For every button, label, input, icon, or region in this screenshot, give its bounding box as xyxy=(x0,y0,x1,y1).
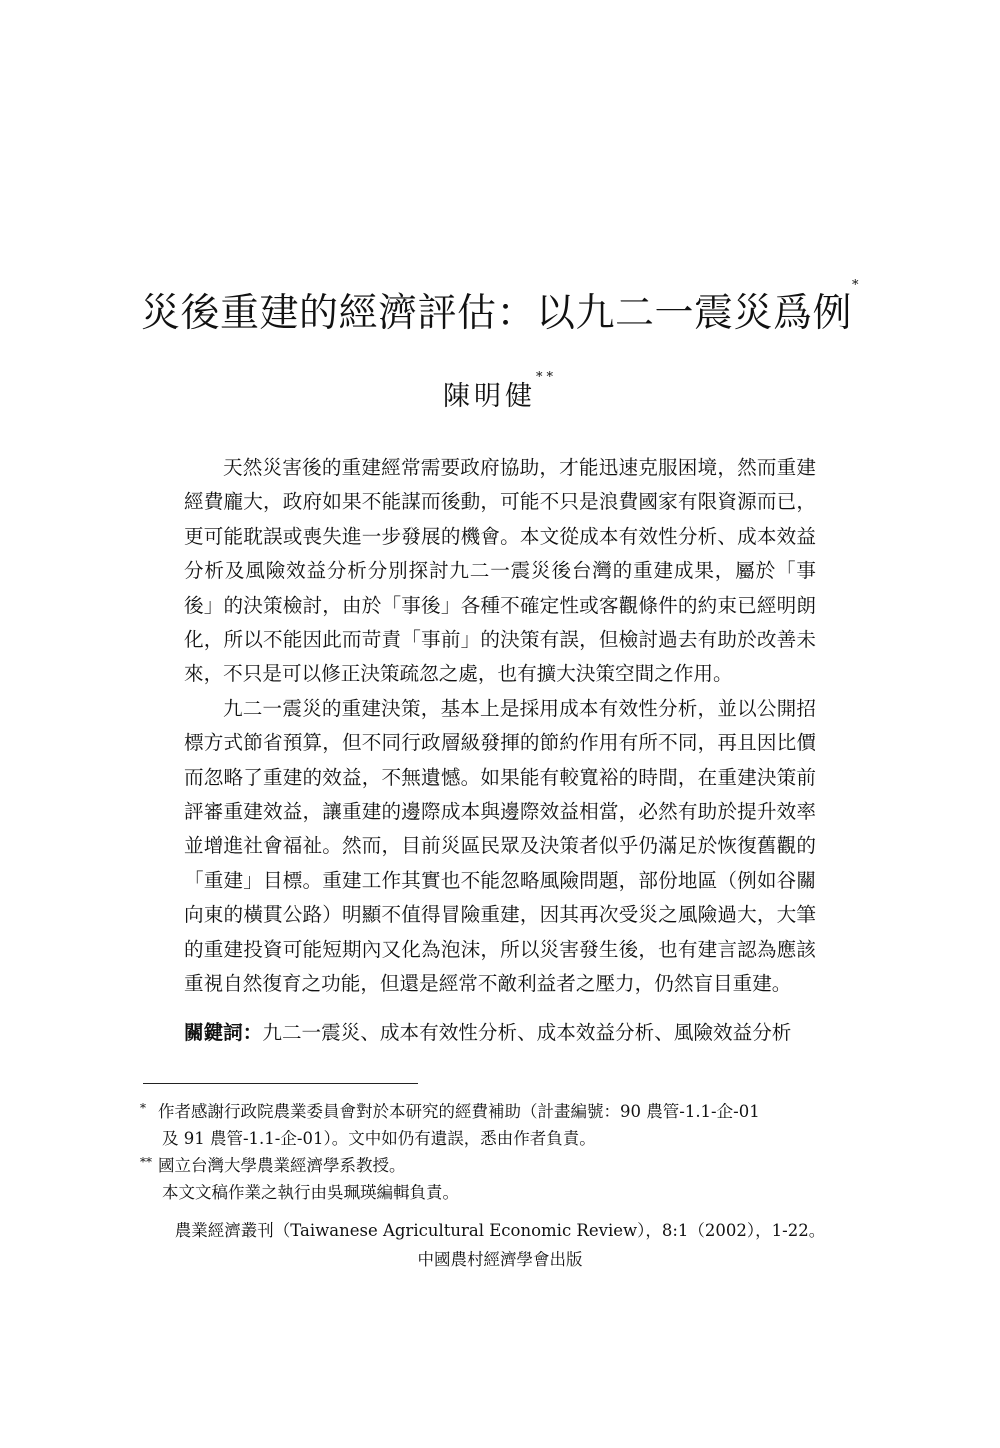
abstract-line: 分析及風險效益分析分別探討九二一震災後台灣的重建成果，屬於「事 xyxy=(184,559,816,583)
abstract-paragraph-2 xyxy=(184,692,816,1002)
keywords xyxy=(184,1016,816,1045)
footnote-line xyxy=(140,1179,860,1206)
footnote-line xyxy=(140,1125,860,1152)
title-footnote-mark: * xyxy=(852,278,859,293)
footnote-mark: * xyxy=(140,1101,146,1115)
abstract-paragraph-1 xyxy=(184,451,816,692)
abstract-line: 的重建投資可能短期內又化為泡沫，所以災害發生後，也有建言認為應該 xyxy=(184,937,816,961)
abstract-line: 而忽略了重建的效益，不無遺憾。如果能有較寬裕的時間，在重建決策前 xyxy=(184,765,816,789)
publisher-line: 中國農村經濟學會出版 xyxy=(417,1250,583,1269)
abstract-line: 更可能耽誤或喪失進一步發展的機會。本文從成本有效性分析、成本效益 xyxy=(184,524,816,548)
abstract-line: 後」的決策檢討，由於「事後」各種不確定性或客觀條件的約束已經明朗 xyxy=(184,593,816,617)
abstract-line: 來，不只是可以修正決策疏忽之處，也有擴大決策空間之作用。 xyxy=(184,662,733,686)
footnotes xyxy=(140,1098,860,1206)
abstract-line: 標方式節省預算，但不同行政層級發揮的節約作用有所不同，再且因比價 xyxy=(184,731,816,755)
keywords-label: 關鍵詞： xyxy=(184,1021,263,1044)
keywords-text: 九二一震災、成本有效性分析、成本效益分析、風險效益分析 xyxy=(262,1021,792,1044)
footnote-text: 及 91 農管-1.1-企-01）。文中如仍有遺誤，悉由作者負責。 xyxy=(162,1129,596,1148)
footnote-text: 本文文稿作業之執行由吳珮瑛編輯負責。 xyxy=(162,1183,459,1202)
abstract-line: 並增進社會福祉。然而，目前災區民眾及決策者似乎仍滿足於恢復舊觀的 xyxy=(184,834,816,858)
journal-citation xyxy=(100,1216,900,1274)
paper-title xyxy=(100,278,900,338)
abstract xyxy=(184,451,816,1002)
author-line xyxy=(100,370,900,413)
footnote-text: 國立台灣大學農業經濟學系教授。 xyxy=(158,1156,406,1175)
abstract-line: 化，所以不能因此而苛責「事前」的決策有誤，但檢討過去有助於改善未 xyxy=(184,628,816,652)
abstract-line: 經費龐大，政府如果不能謀而後動，可能不只是浪費國家有限資源而已， xyxy=(184,490,816,514)
footnote-divider xyxy=(143,1083,418,1084)
abstract-line: 天然災害後的重建經常需要政府協助，才能迅速克服困境，然而重建 xyxy=(223,456,816,479)
abstract-line: 九二一震災的重建決策，基本上是採用成本有效性分析，並以公開招 xyxy=(223,696,816,720)
abstract-line: 向東的橫貫公路）明顯不值得冒險重建，因其再次受災之風險過大，大筆 xyxy=(184,903,816,927)
author-name: 陳明健 xyxy=(443,381,536,412)
abstract-line: 重視自然復育之功能，但還是經常不敵利益者之壓力，仍然盲目重建。 xyxy=(184,972,792,996)
footnote-line xyxy=(140,1152,860,1179)
footnote-line xyxy=(140,1098,860,1125)
citation-line: 農業經濟叢刊（Taiwanese Agricultural Economic Review），8:1（2002），1-22。 xyxy=(174,1221,826,1240)
author-footnote-mark: ** xyxy=(536,370,557,385)
abstract-line: 「重建」目標。重建工作其實也不能忽略風險問題，部份地區（例如谷關 xyxy=(184,868,816,892)
footnote-text: 作者感謝行政院農業委員會對於本研究的經費補助（計畫編號：90 農管-1.1-企-01 xyxy=(158,1102,760,1121)
abstract-line: 評審重建效益，讓重建的邊際成本與邊際效益相當，必然有助於提升效率 xyxy=(184,800,816,824)
footnote-mark: ** xyxy=(140,1155,152,1169)
paper-title-text: 災後重建的經濟評估：以九二一震災爲例 xyxy=(140,291,852,336)
